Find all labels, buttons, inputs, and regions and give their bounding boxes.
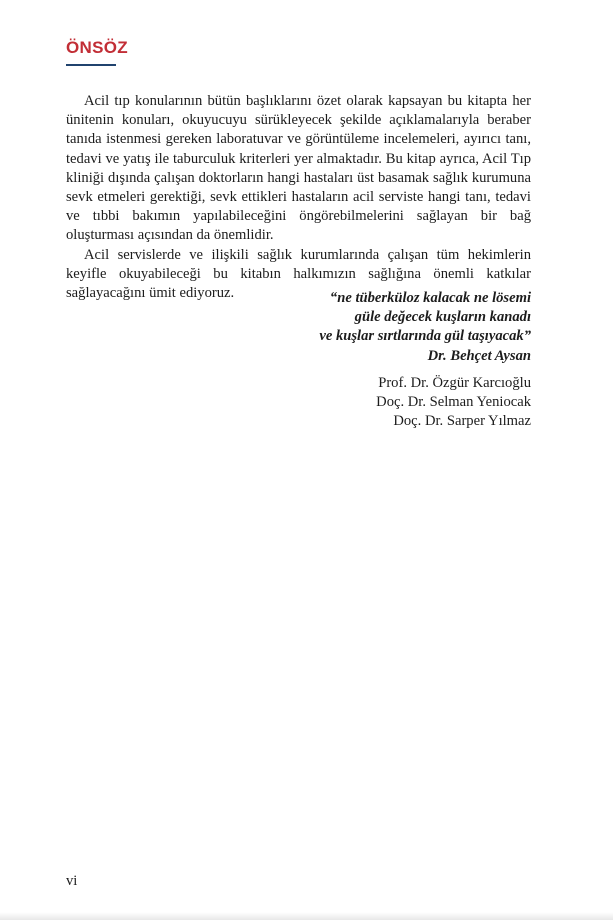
section-heading: ÖNSÖZ xyxy=(66,38,128,57)
signature-name: Doç. Dr. Selman Yeniocak xyxy=(376,394,531,411)
paragraph-1: Acil tıp konularının bütün başlıklarını özet olarak kapsayan bu kitapta her ünitenin konuları, okuyucuyu sürükleyecek şekilde açıklamalarıyla beraber tanıda istenmesi gereken laboratuvar ve görüntüleme incelemeleri, ayırıcı tanı, tedavi ve yatış ile taburculuk kriterleri yer almaktadır. Bu kitap ayrıca, Acil Tıp kliniği dışında çalışan doktorların hangi hastaları üst basamak sağlık kurumuna sevk etmeleri gerektiği, sevk ettikleri hastaların acil serviste hangi tanı, tedavi ve tıbbi bakımın yapılabileceğini öngörebilmelerini sağlayan bir bağ oluşturması açısından da önemlidir. xyxy=(66,93,531,244)
author-signatures xyxy=(376,374,531,432)
heading-underline xyxy=(66,64,116,66)
quote-line: “ne tüberküloz kalacak ne lösemi xyxy=(329,290,531,306)
page-number: vi xyxy=(66,873,78,889)
page-edge-shadow xyxy=(0,912,613,920)
paragraph-2: Acil servislerde ve ilişkili sağlık kurumlarında çalışan tüm hekimlerin keyifle okuyabileceği bu kitabın halkımızın sağlığına önemli katkılar sağlayacağını ümit ediyoruz. xyxy=(66,246,531,302)
preface-body xyxy=(66,92,531,303)
quote-author: Dr. Behçet Aysan xyxy=(427,347,531,364)
epigraph-quote xyxy=(319,289,531,366)
signature-name: Prof. Dr. Özgür Karcıoğlu xyxy=(378,375,531,391)
signature-name: Doç. Dr. Sarper Yılmaz xyxy=(393,413,531,430)
quote-line: ve kuşlar sırtlarında gül taşıyacak” xyxy=(319,328,531,345)
quote-line: güle değecek kuşların kanadı xyxy=(354,309,531,326)
